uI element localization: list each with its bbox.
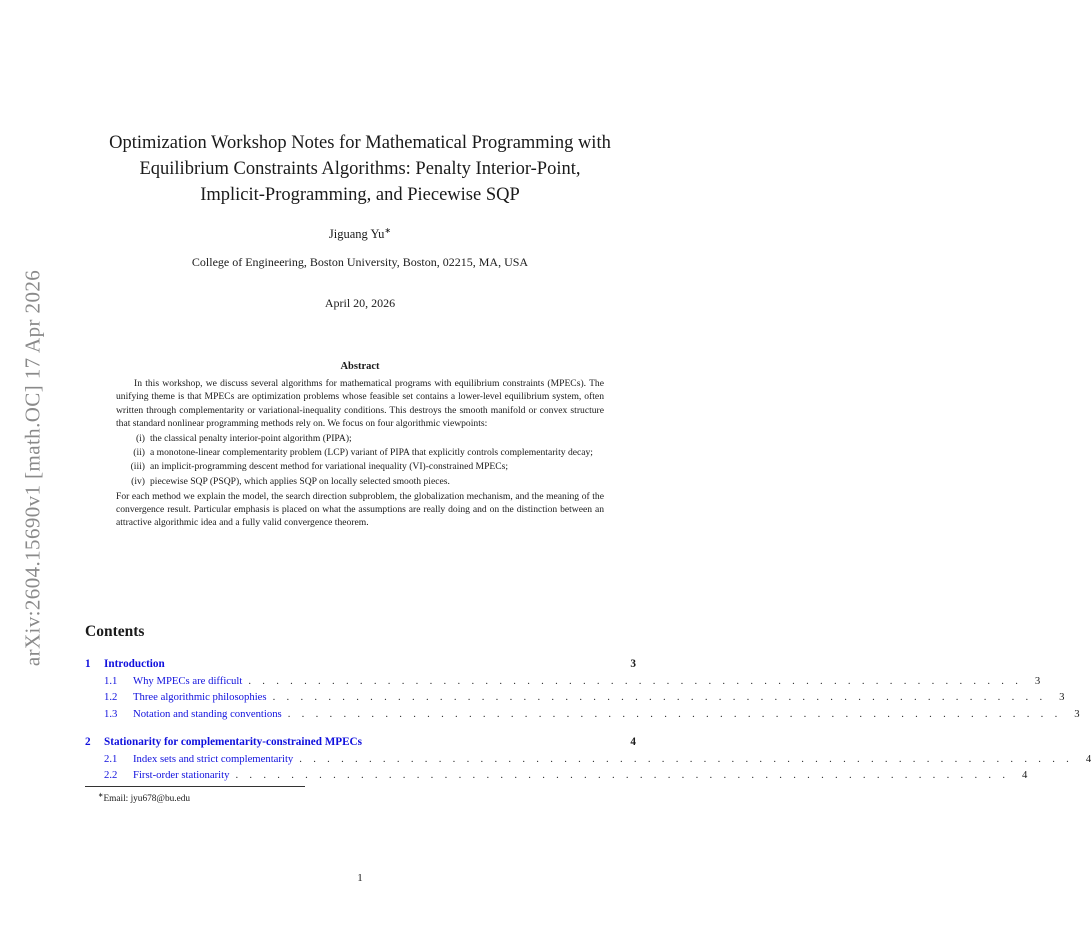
toc-subsection-title[interactable]: Notation and standing conventions (133, 707, 282, 720)
toc-page-number: 3 (1034, 675, 1041, 687)
toc-subsection-number[interactable]: 1.3 (104, 707, 118, 720)
list-item (116, 460, 604, 473)
title-line: Implicit-Programming, and Piecewise SQP (200, 185, 520, 205)
table-of-contents (85, 656, 1091, 783)
abstract-outro: For each method we explain the model, the search direction subproblem, the globalization mechanism, and the meaning of the convergence result. Particular emphasis is placed on what the assumptions are really doing and on the distinction between an attractive algorithmic idea and a fully valid convergence theorem. (116, 490, 604, 529)
footnote (98, 791, 190, 804)
toc-subsection-title[interactable]: Three algorithmic philosophies (133, 691, 267, 704)
toc-page-number: 4 (1022, 769, 1028, 782)
toc-subsection-first-order[interactable] (85, 767, 1028, 783)
abstract-heading: Abstract (340, 361, 380, 372)
toc-subsection-number[interactable]: 1.2 (104, 691, 118, 704)
toc-page-number: 4 (1085, 752, 1091, 765)
abstract-intro: In this workshop, we discuss several algorithms for mathematical programs with equilibrium constraints (MPECs). The unifying theme is that MPECs are optimization problems whose feasible set contains a lower-level equilibrium system, often written through complementarity or variational-inequality conditions. This destroys the smooth manifold or convex structure that standard nonlinear programming methods rely on. We focus on four algorithmic viewpoints: (116, 378, 604, 429)
title-line: Optimization Workshop Notes for Mathematical Programming with (109, 133, 611, 153)
toc-page-number: 3 (1059, 691, 1065, 704)
list-item (116, 475, 604, 488)
footnote-email[interactable]: Email: jyu678@bu.edu (103, 794, 190, 805)
footnote-marker[interactable]: ∗ (384, 226, 392, 235)
toc-subsection-number[interactable]: 1.1 (104, 675, 118, 687)
list-item-text: the classical penalty interior-point algorithm (PIPA); (150, 433, 352, 445)
date: April 20, 2026 (324, 296, 396, 310)
list-item-text: piecewise SQP (PSQP), which applies SQP on locally selected smooth pieces. (150, 475, 450, 487)
footnote-mark: ∗ (98, 792, 104, 799)
toc-gap (85, 722, 636, 734)
abstract (116, 360, 604, 529)
list-item (116, 446, 604, 459)
toc-page-number: 3 (1074, 707, 1080, 720)
affiliation: College of Engineering, Boston University, Boston, 02215, MA, USA (191, 255, 529, 269)
toc-dot-leader: . . . . . . . . . . . . . . . . . . . . . . . . . . . . . . . . . . . . . . . . . . . . . . . . . . . . . . . . (299, 752, 1074, 765)
toc-subsection-why-mpecs-difficult[interactable] (85, 673, 1041, 689)
toc-section-number[interactable]: 1 (85, 658, 91, 670)
toc-subsection-title[interactable]: Index sets and strict complementarity (133, 752, 294, 765)
toc-dot-leader: . . . . . . . . . . . . . . . . . . . . . . . . . . . . . . . . . . . . . . . . . . . . . . . . . . . . . . . . (235, 769, 1010, 782)
list-item-number: (ii) (133, 447, 145, 459)
toc-subsection-title[interactable]: First-order stationarity (133, 769, 230, 782)
toc-subsection-index-sets[interactable] (85, 751, 1091, 767)
toc-section-stationarity[interactable] (85, 734, 636, 751)
toc-section-title[interactable]: Introduction (104, 658, 165, 670)
toc-subsection-number[interactable]: 2.2 (104, 769, 118, 782)
toc-subsection-title[interactable]: Why MPECs are difficult (133, 675, 243, 687)
toc-dot-leader: . . . . . . . . . . . . . . . . . . . . . . . . . . . . . . . . . . . . . . . . . . . . . . . . . . . . . . . . (272, 691, 1047, 704)
toc-dot-leader: . . . . . . . . . . . . . . . . . . . . . . . . . . . . . . . . . . . . . . . . . . . . . . . . . . . . . . . . (287, 707, 1062, 720)
toc-page-number: 3 (630, 658, 636, 670)
toc-subsection-notation[interactable] (85, 706, 1080, 722)
toc-subsection-number[interactable]: 2.1 (104, 752, 118, 765)
author (0, 226, 720, 242)
footnote-rule (85, 786, 305, 787)
list-item-text: an implicit-programming descent method for variational inequality (VI)-constrained MPECs; (150, 461, 509, 473)
contents-heading: Contents (85, 623, 145, 640)
toc-section-introduction[interactable] (85, 656, 636, 673)
toc-subsection-three-philosophies[interactable] (85, 689, 1065, 705)
abstract-list (116, 432, 604, 488)
toc-section-number[interactable]: 2 (85, 735, 91, 748)
author-name: Jiguang Yu (328, 227, 385, 242)
list-item-number: (iv) (131, 475, 145, 487)
paper-title (80, 130, 640, 208)
toc-dot-leader: . . . . . . . . . . . . . . . . . . . . . . . . . . . . . . . . . . . . . . . . . . . . . . . . . . . . . . . . (248, 675, 1023, 687)
list-item-number: (i) (135, 433, 145, 445)
list-item-text: a monotone-linear complementarity problem (LCP) variant of PIPA that explicitly controls complementarity decay; (150, 447, 593, 459)
list-item-number: (iii) (130, 461, 145, 473)
page-number: 1 (357, 872, 363, 884)
toc-section-title[interactable]: Stationarity for complementarity-constrained MPECs (104, 735, 362, 748)
toc-page-number: 4 (630, 735, 636, 748)
title-line: Equilibrium Constraints Algorithms: Penalty Interior-Point, (139, 159, 581, 179)
list-item (116, 432, 604, 445)
arxiv-identifier: arXiv:2604.15690v1 [math.OC] 17 Apr 2026 (20, 269, 45, 667)
